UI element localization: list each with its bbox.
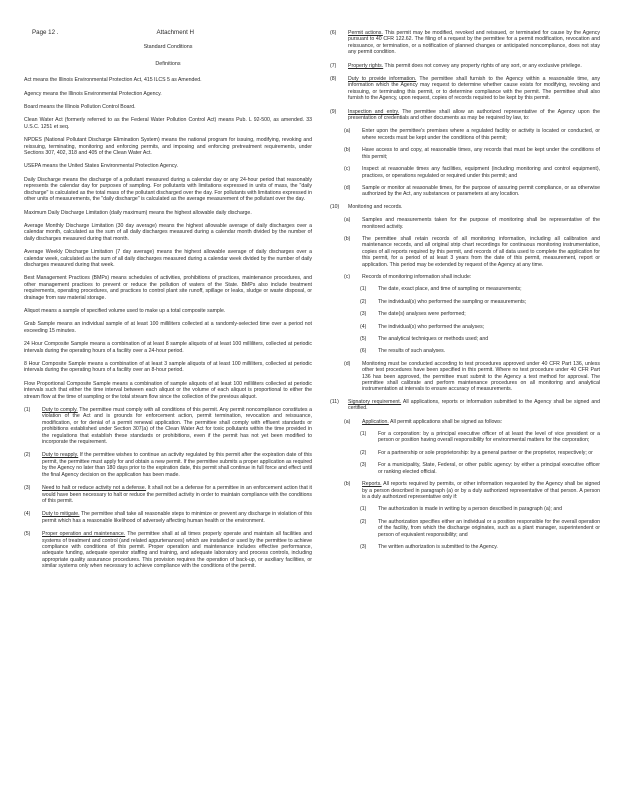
condition-need-to-halt bbox=[24, 485, 312, 504]
sub-number: (d) bbox=[344, 360, 351, 367]
definition-agency: Agency means the Illinois Environmental Protection Agency. bbox=[24, 90, 162, 97]
sub-number: (d) bbox=[344, 184, 351, 191]
condition-title: Inspection and entry. bbox=[348, 108, 400, 115]
condition-title: Permit actions. bbox=[348, 30, 383, 36]
condition-number: (5) bbox=[24, 531, 31, 538]
item-text: The written authorization is submitted to the Agency. bbox=[378, 543, 498, 550]
sub-number: (c) bbox=[344, 166, 351, 173]
record-text: The analytical techniques or methods used; and bbox=[378, 336, 489, 342]
record-item-4 bbox=[360, 324, 600, 330]
condition-title: Monitoring and records. bbox=[348, 203, 403, 210]
condition-permit-actions bbox=[330, 30, 600, 56]
sub-number: (b) bbox=[344, 481, 351, 488]
sub-text: Enter upon the permittee's premises where a regulated facility or activity is located or conducted, or where records must be kept under the conditions of this permit; bbox=[362, 128, 600, 141]
condition-text: This permit may be modified, revoked and reissued, or terminated for cause by the Agency pursuant to 40 CFR 122.62. The filing of a request by the permittee for a permit modification, revocation and reissuance, or termination, or a notification of planned changes or anticipated noncompliance, does not stay any permit condition. bbox=[348, 30, 600, 56]
item-text: The authorization is made in writing by a person described in paragraph (a); and bbox=[378, 506, 562, 513]
page-number: Page 12 . bbox=[32, 29, 59, 36]
record-number: (5) bbox=[360, 336, 367, 342]
sub-number: (b) bbox=[344, 235, 351, 242]
condition-title: Signatory requirement. bbox=[348, 398, 402, 405]
condition-text: The permittee must comply with all conditions of this permit. Any permit noncompliance constitutes a violation of the Act and is grounds for enforcement action, permit termination, revocation and reissuance, modification, or for denial of a permit renewal application. The permittee shall comply with effluent standards or prohibitions established under Section 307(a) of the Clean Water Act for toxic pollutants within the time provided in the regulations that establish these standards or prohibitions, even if the permit has not yet been modified to incorporate the requirement. bbox=[42, 407, 312, 446]
item-number: (2) bbox=[360, 518, 367, 525]
record-item-3 bbox=[360, 311, 600, 317]
sub-text: Sample or monitor at reasonable times, for the purpose of assuring permit compliance, or as otherwise authorized by the Act, any substances or parameters at any location. bbox=[362, 184, 600, 198]
record-item-2 bbox=[360, 299, 600, 305]
record-text: The date, exact place, and time of sampling or measurements; bbox=[378, 286, 522, 293]
condition-monitoring-records bbox=[330, 204, 600, 210]
item-number: (2) bbox=[360, 449, 367, 456]
record-item-5 bbox=[360, 336, 600, 342]
definition-8h-composite: 8 Hour Composite Sample means a combination of at least 3 sample aliquots of at least 100 milliliters, collected at periodic intervals during the operating hours of a facility over an 8-hour period. bbox=[24, 361, 312, 374]
condition-text: The permittee shall take all reasonable steps to minimize or prevent any discharge in violation of this permit which has a reasonable likelihood of adversely affecting human health or the environment. bbox=[42, 511, 312, 524]
record-text: The results of such analyses. bbox=[378, 348, 446, 355]
definition-24h-composite: 24 Hour Composite Sample means a combination of at least 8 sample aliquots of at least 100 milliliters, collected at periodic intervals during the operating hours of a facility over a 24-hour period. bbox=[24, 341, 312, 354]
item-text: The authorization specifies either an individual or a position responsible for the overall operation of the facility, from which the discharge originates, such as a plant manager, superintendent or person of equivalent responsibility; and bbox=[378, 518, 600, 538]
inspection-sub-c bbox=[344, 166, 600, 179]
condition-title: Duty to mitigate. bbox=[42, 511, 80, 518]
record-text: The individual(s) who performed the sampling or measurements; bbox=[378, 298, 527, 305]
condition-property-rights bbox=[330, 63, 600, 69]
signatory-b-item-1 bbox=[360, 506, 600, 512]
sub-text: Monitoring must be conducted according to test procedures approved under 40 CFR Part 136, unless other test procedures have been specified in this permit. Where no test procedure under 40 CFR Part 136 has been approved, the permittee must submit to the Agency a test method for approval. The permittee shall calibrate and perform maintenance procedures on all monitoring and analytical instrumentation at intervals to ensure accuracy of measurements. bbox=[362, 360, 600, 393]
condition-inspection-entry bbox=[330, 109, 600, 122]
inspection-sub-a bbox=[344, 128, 600, 141]
condition-number: (9) bbox=[330, 108, 337, 115]
sub-text: The permittee shall retain records of all monitoring information, including all calibration and maintenance records, and all original strip chart recordings for continuous monitoring instrumentation, copies of all reports required by this permit, and records of all data used to complete the application for this permit, for a period of at least 3 years from the date of this permit, measurement, report or application. This period may be extended by request of the Agency at any time. bbox=[362, 235, 600, 268]
condition-number: (2) bbox=[24, 452, 31, 459]
condition-title: Duty to reapply. bbox=[42, 452, 79, 459]
definition-grab-sample: Grab Sample means an individual sample of at least 100 milliliters collected at a randomly-selected time over a period not exceeding 15 minutes. bbox=[24, 321, 312, 334]
condition-number: (4) bbox=[24, 511, 31, 518]
monitoring-sub-d bbox=[344, 361, 600, 393]
condition-signatory bbox=[330, 399, 600, 412]
item-number: (1) bbox=[360, 506, 367, 513]
record-number: (3) bbox=[360, 311, 367, 318]
signatory-sub-b bbox=[344, 481, 600, 500]
sub-text: All reports required by permits, or other information requested by the Agency shall be signed by a person described in paragraph (a) or by a duly authorized representative of that person. A person is a duly authorized representative only if: bbox=[362, 481, 600, 500]
signatory-b-item-2 bbox=[360, 519, 600, 538]
sub-number: (a) bbox=[344, 418, 351, 425]
record-number: (6) bbox=[360, 348, 367, 355]
signatory-a-item-3 bbox=[360, 462, 600, 475]
condition-number: (8) bbox=[330, 76, 337, 83]
condition-number: (1) bbox=[24, 407, 31, 414]
condition-duty-to-mitigate bbox=[24, 511, 312, 524]
record-text: The individual(s) who performed the analyses; bbox=[378, 323, 485, 330]
condition-title: Duty to comply. bbox=[42, 407, 78, 414]
definition-board: Board means the Illinois Pollution Control Board. bbox=[24, 104, 136, 111]
inspection-sub-d bbox=[344, 185, 600, 198]
item-text: For a municipality, State, Federal, or other public agency: by either a principal executive officer or ranking elected official. bbox=[378, 462, 600, 475]
signatory-a-item-2 bbox=[360, 450, 600, 456]
definition-usepa: USEPA means the United States Environmental Protection Agency. bbox=[24, 163, 179, 170]
condition-text: It shall not be a defense for a permittee in an enforcement action that it would have been necessary to halt or reduce the permitted activity in order to maintain compliance with the conditions of this permit. bbox=[42, 485, 312, 504]
record-number: (1) bbox=[360, 286, 367, 293]
standard-conditions-title: Standard Conditions bbox=[143, 44, 193, 51]
sub-text: Samples and measurements taken for the purpose of monitoring shall be representative of the monitored activity. bbox=[362, 217, 600, 230]
condition-duty-to-provide-info bbox=[330, 76, 600, 102]
condition-number: (6) bbox=[330, 30, 337, 36]
definition-aliquot: Aliquot means a sample of specified volume used to make up a total composite sample. bbox=[24, 307, 226, 314]
page-header bbox=[24, 30, 312, 36]
signatory-sub-a bbox=[344, 419, 600, 425]
definition-daily-max: Maximum Daily Discharge Limitation (daily maximum) means the highest allowable daily discharge. bbox=[24, 209, 252, 216]
right-column bbox=[330, 30, 600, 556]
condition-title: Property rights. bbox=[348, 62, 384, 69]
definition-weekly-avg: Average Weekly Discharge Limitation (7 day average) means the highest allowable average of daily discharges over a calendar week, calculated as the sum of all daily discharges measured during a calendar week divided by the number of daily discharges measured during that week. bbox=[24, 249, 312, 268]
signatory-b-item-3 bbox=[360, 544, 600, 550]
monitoring-sub-a bbox=[344, 217, 600, 230]
item-number: (1) bbox=[360, 431, 367, 438]
attachment-label: Attachment H bbox=[156, 29, 194, 36]
condition-text: The permittee shall furnish to the Agency within a reasonable time, any information which the Agency may request to determine whether cause exists for modifying, revoking and reissuing, or terminating this permit, or to determine compliance with the permit. The permittee shall also furnish to the Agency, upon request, copies of records required to be kept by this permit. bbox=[348, 76, 601, 102]
record-number: (4) bbox=[360, 323, 367, 330]
condition-text: All applications, reports or information submitted to the Agency shall be signed and certified. bbox=[348, 398, 600, 412]
condition-text: If the permittee wishes to continue an activity regulated by this permit after the expiration date of this permit, the permittee must apply for and obtain a new permit. If the permittee submits a proper application as required by the Agency no later than 180 days prior to the expiration date, this permit shall continue in full force and effect until the final Agency decision on the application has been made. bbox=[42, 452, 312, 478]
record-text: The date(s) analyses were performed; bbox=[378, 311, 466, 318]
inspection-sub-b bbox=[344, 147, 600, 160]
condition-duty-to-comply bbox=[24, 407, 312, 445]
item-number: (3) bbox=[360, 543, 367, 550]
sub-text: All permit applications shall be signed as follows: bbox=[389, 418, 503, 425]
sub-text: Records of monitoring information shall include: bbox=[362, 273, 472, 280]
signatory-a-item-1 bbox=[360, 431, 600, 444]
definition-npdes: NPDES (National Pollutant Discharge Elimination System) means the national program for issuing, modifying, revoking and reissuing, terminating, monitoring and enforcing permits, and imposing and enforcing pretreatment requirements, under Sections 307, 402, 318 and 405 of the Clean Water Act. bbox=[24, 137, 312, 157]
condition-number: (10) bbox=[330, 203, 340, 210]
condition-duty-to-reapply bbox=[24, 452, 312, 478]
condition-text: The permittee shall allow an authorized representative of the Agency upon the presentation of credentials and other documents as may be required by law, to: bbox=[348, 108, 600, 122]
sub-number: (a) bbox=[344, 128, 351, 135]
condition-title: Duty to provide information. bbox=[348, 76, 417, 83]
record-item-1 bbox=[360, 286, 600, 292]
record-item-6 bbox=[360, 348, 600, 354]
sub-number: (b) bbox=[344, 147, 351, 154]
definition-act: Act means the Illinois Environmental Protection Act, 415 ILCS 5 as Amended. bbox=[24, 77, 202, 84]
condition-number: (11) bbox=[330, 398, 339, 405]
condition-number: (7) bbox=[330, 62, 337, 69]
definition-flow-composite: Flow Proportional Composite Sample means a combination of sample aliquots of at least 100 milliliters collected at periodic intervals such that either the time interval between each aliquot or the volume of each aliquot is proportional to either the stream flow at the time of sampling or the total stream flow since the collection of the previous aliquot. bbox=[24, 380, 312, 400]
condition-title: Proper operation and maintenance. bbox=[42, 531, 126, 538]
item-number: (3) bbox=[360, 462, 367, 469]
sub-text: Inspect at reasonable times any facilities, equipment (including monitoring and control equipment), practices, or operations regulated or required under this permit; and bbox=[362, 166, 600, 179]
sub-number: (c) bbox=[344, 273, 351, 280]
condition-number: (3) bbox=[24, 485, 31, 492]
item-text: For a partnership or sole proprietorship: by a general partner or the proprietor, respectively; or bbox=[378, 449, 593, 456]
condition-title: Need to halt or reduce activity not a defense. bbox=[42, 485, 147, 492]
definitions-title: Definitions bbox=[155, 60, 181, 67]
sub-text: Have access to and copy, at reasonable times, any records that must be kept under the conditions of this permit; bbox=[362, 147, 600, 160]
sub-number: (a) bbox=[344, 217, 351, 224]
condition-proper-operation bbox=[24, 531, 312, 569]
record-number: (2) bbox=[360, 298, 367, 305]
monitoring-sub-b bbox=[344, 236, 600, 268]
condition-text: The permittee shall at all times properly operate and maintain all facilities and systems of treatment and control (and related appurtenances) which are installed or used by the permittee to achieve compliance with conditions of this permit. Proper operation and maintenance includes effective performance, adequate funding, adequate operator staffing and training, and adequate laboratory and process controls, including appropriate quality assurance procedures. This provision requires the operation of back-up, or auxiliary facilities, or similar systems only when necessary to achieve compliance with the conditions of the permit. bbox=[42, 531, 312, 570]
definition-clean-water-act: Clean Water Act (formerly referred to as the Federal Water Pollution Control Act) means Pub. L 92-500, as amended. 33 U.S.C. 1251 et seq. bbox=[24, 117, 312, 130]
definition-bmps: Best Management Practices (BMPs) means schedules of activities, prohibitions of practices, maintenance procedures, and other management practices to prevent or reduce the pollution of waters of the State. BMPs also include treatment requirements, operating procedures, and practices to control plant site runoff, spillage or leaks, sludge or waste disposal, or drainage from raw material storage. bbox=[24, 275, 312, 301]
condition-text: This permit does not convey any property rights of any sort, or any exclusive privilege. bbox=[384, 62, 582, 69]
item-text: For a corporation: by a principal executive officer of at least the level of vice president or a person or position having overall responsibility for environmental matters for the corporation; bbox=[378, 431, 600, 444]
definition-monthly-avg: Average Monthly Discharge Limitation (30 day average) means the highest allowable average of daily discharges over a calendar month, calculated as the sum of all daily discharges measured during a calendar month divided by the number of daily discharges measured during that month. bbox=[24, 222, 312, 242]
sub-title: Application. bbox=[362, 418, 389, 425]
definition-daily-discharge: Daily Discharge means the discharge of a pollutant measured during a calendar day or any 24-hour period that reasonably represents the calendar day for purposes of sampling. For pollutants with limitations expressed in units of mass, the "daily discharge" is calculated as the total mass of the pollutant discharged over the day. For pollutants with limitations expressed in other units of measurements, the "daily discharge" is calculated as the average measurement of the pollutant over the day. bbox=[24, 176, 312, 203]
monitoring-sub-c bbox=[344, 274, 600, 280]
sub-title: Reports. bbox=[362, 481, 382, 488]
left-column bbox=[24, 30, 312, 577]
